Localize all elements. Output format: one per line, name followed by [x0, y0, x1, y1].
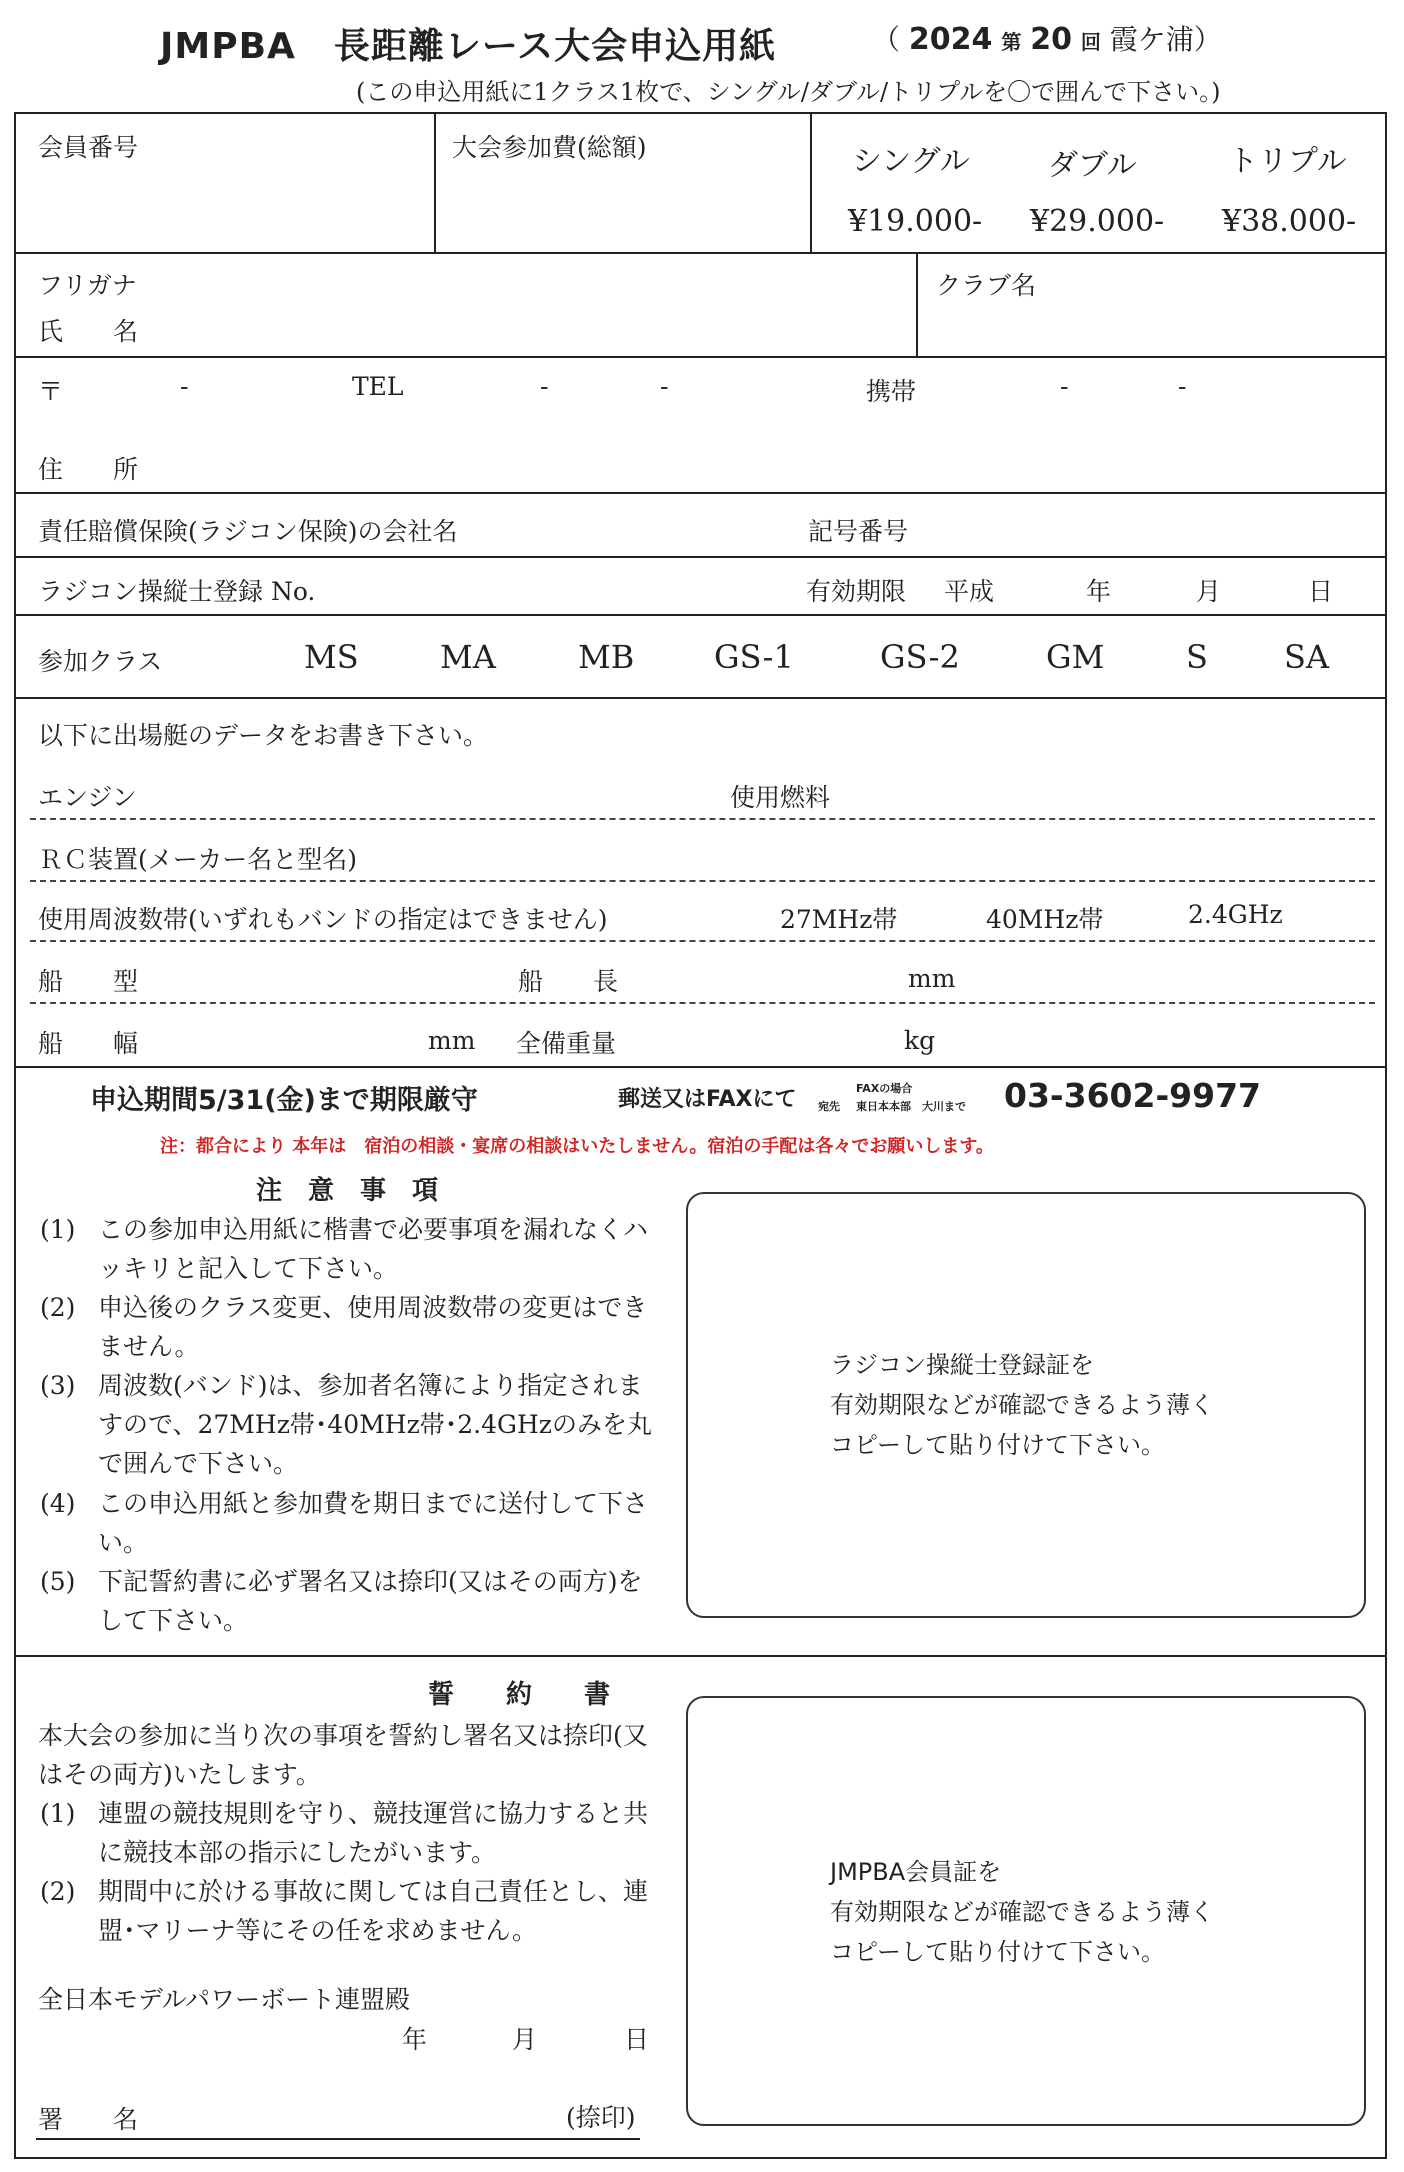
divider [434, 112, 436, 252]
plan-single-name[interactable]: シングル [852, 144, 970, 179]
pledge-item-2: (2) 期間中に於ける事故に関しては自己責任とし、連盟･マリーナ等にその任を求めません。 [40, 1877, 649, 1945]
address-label: 住 所 [38, 455, 139, 484]
tel-dash: - [660, 372, 669, 401]
code-number-label: 記号番号 [808, 517, 909, 546]
note-item-2: (2) 申込後のクラス変更、使用周波数帯の変更はできません。 [40, 1293, 648, 1361]
rc-label: ＲＣ装置(メーカー名と型名) [38, 845, 358, 874]
fuel-label: 使用燃料 [730, 783, 831, 812]
width-label: 船 幅 [38, 1029, 139, 1058]
plan-double-name[interactable]: ダブル [1048, 148, 1137, 183]
edition-year: 2024 [908, 22, 993, 57]
edition-place: 霞ケ浦） [1109, 23, 1222, 56]
mobile-dash: - [1060, 372, 1069, 401]
title-main: 長距離レース大会申込用紙 [333, 26, 777, 67]
divider [14, 1066, 1387, 1068]
operator-reg-label: ラジコン操縦士登録 No. [38, 577, 316, 606]
mobile-label: 携帯 [866, 377, 917, 406]
class-label: 参加クラス [38, 647, 163, 676]
warning-note: 注：都合により 本年は 宿泊の相談・宴席の相談はいたしません。宿泊の手配は各々でお願いします。 [160, 1136, 994, 1157]
divider [14, 556, 1387, 558]
divider [14, 492, 1387, 494]
deadline-method: 郵送又はFAXにて [618, 1087, 797, 1112]
fee-label: 大会参加費(総額) [452, 133, 647, 162]
freq-option-40[interactable]: 40MHz帯 [986, 905, 1104, 934]
class-option-mb[interactable]: MB [578, 638, 635, 676]
member-number-label: 会員番号 [38, 133, 139, 162]
signature-line [36, 2138, 640, 2140]
title-org: JMPBA [160, 26, 296, 67]
dashed-line [30, 1002, 1375, 1004]
pledge-addressee: 全日本モデルパワーボート連盟殿 [38, 1985, 411, 2014]
engine-label: エンジン [38, 783, 137, 812]
length-label: 船 長 [518, 967, 619, 996]
class-option-ma[interactable]: MA [440, 638, 496, 676]
class-option-gm[interactable]: GM [1046, 638, 1105, 676]
notes-title: 注 意 事 項 [256, 1176, 439, 1206]
length-unit: mm [908, 964, 956, 993]
edition-label [872, 18, 1222, 58]
class-option-gs2[interactable]: GS-2 [880, 638, 960, 676]
freq-option-27[interactable]: 27MHz帯 [780, 905, 898, 934]
pledge-day: 日 [624, 2025, 650, 2054]
hull-type-label: 船 型 [38, 967, 139, 996]
dashed-line [30, 818, 1375, 820]
fax-number: 03-3602-9977 [1004, 1076, 1262, 1115]
seal-label: (捺印) [566, 2103, 636, 2132]
member-card-instructions: JMPBA会員証を 有効期限などが確認できるよう薄く コピーして貼り付けて下さい。 [830, 1858, 1214, 1966]
month-label: 月 [1196, 577, 1222, 606]
dashed-line [30, 880, 1375, 882]
destination: 東日本本部 大川まで [856, 1100, 966, 1113]
divider [14, 1655, 1387, 1657]
dashed-line [30, 940, 1375, 942]
plan-single-price: ¥19.000- [848, 204, 983, 239]
postal-label: 〒 [38, 377, 64, 406]
freq-option-24[interactable]: 2.4GHz [1188, 900, 1283, 929]
note-item-4: (4) この申込用紙と参加費を期日までに送付して下さい。 [40, 1489, 649, 1557]
divider [916, 252, 918, 356]
divider [14, 252, 1387, 254]
destination-label: 宛先 [818, 1100, 840, 1113]
plan-triple-price: ¥38.000- [1222, 204, 1357, 239]
divider [14, 697, 1387, 699]
edition-dai: 第 [1001, 30, 1022, 54]
edition-kai: 回 [1080, 30, 1101, 54]
form-subtitle: (この申込用紙に1クラス1枚で、シングル/ダブル/トリプルを〇で囲んで下さい。) [356, 78, 1221, 106]
plan-double-price: ¥29.000- [1030, 204, 1165, 239]
tel-label: TEL [352, 372, 404, 401]
width-unit: mm [428, 1026, 476, 1055]
weight-unit: kg [904, 1026, 936, 1055]
divider [14, 356, 1387, 358]
pledge-item-1: (1) 連盟の競技規則を守り、競技運営に協力すると共に競技本部の指示にしたがいます。 [40, 1799, 649, 1867]
class-option-s[interactable]: S [1186, 638, 1208, 676]
fax-case-label: FAXの場合 [856, 1082, 913, 1095]
insurance-label: 責任賠償保険(ラジコン保険)の会社名 [38, 517, 458, 546]
pledge-title: 誓 約 書 [428, 1680, 611, 1710]
club-label: クラブ名 [936, 271, 1037, 300]
plan-triple-name[interactable]: トリプル [1228, 144, 1347, 179]
weight-label: 全備重量 [516, 1029, 617, 1058]
pledge-year: 年 [402, 2025, 428, 2054]
class-option-sa[interactable]: SA [1284, 638, 1330, 676]
frequency-label: 使用周波数帯(いずれもバンドの指定はできません) [38, 905, 608, 934]
note-item-5: (5) 下記誓約書に必ず署名又は捺印(又はその両方)をして下さい。 [40, 1567, 643, 1635]
deadline-period: 申込期間5/31(金)まで期限厳守 [90, 1085, 478, 1116]
pledge-intro: 本大会の参加に当り次の事項を誓約し署名又は捺印(又はその両方)いたします。 [38, 1721, 648, 1789]
postal-dash: - [180, 372, 189, 401]
class-option-ms[interactable]: MS [304, 638, 359, 676]
divider [810, 112, 812, 252]
pledge-month: 月 [512, 2025, 538, 2054]
class-option-gs1[interactable]: GS-1 [714, 638, 794, 676]
tel-dash: - [540, 372, 549, 401]
form-title [160, 18, 776, 69]
edition-open: （ [872, 23, 901, 56]
note-item-3: (3) 周波数(バンド)は、参加者名簿により指定されますので、27MHz帯･40MHz帯･2.4GHzのみを丸で囲んで下さい。 [40, 1371, 652, 1478]
note-item-1: (1) この参加申込用紙に楷書で必要事項を漏れなくハッキリと記入して下さい。 [40, 1215, 649, 1283]
edition-number: 20 [1030, 22, 1072, 57]
year-label: 年 [1086, 577, 1112, 606]
signature-label: 署 名 [38, 2105, 139, 2134]
operator-license-instructions: ラジコン操縦士登録証を 有効期限などが確認できるよう薄く コピーして貼り付けて下さい。 [830, 1351, 1214, 1459]
boat-intro: 以下に出場艇のデータをお書き下さい。 [38, 721, 489, 750]
name-label: 氏 名 [38, 317, 139, 346]
mobile-dash: - [1178, 372, 1187, 401]
era-label: 平成 [944, 577, 995, 606]
furigana-label: フリガナ [38, 271, 137, 300]
divider [14, 614, 1387, 616]
validity-label: 有効期限 [806, 577, 907, 606]
day-label: 日 [1308, 577, 1334, 606]
